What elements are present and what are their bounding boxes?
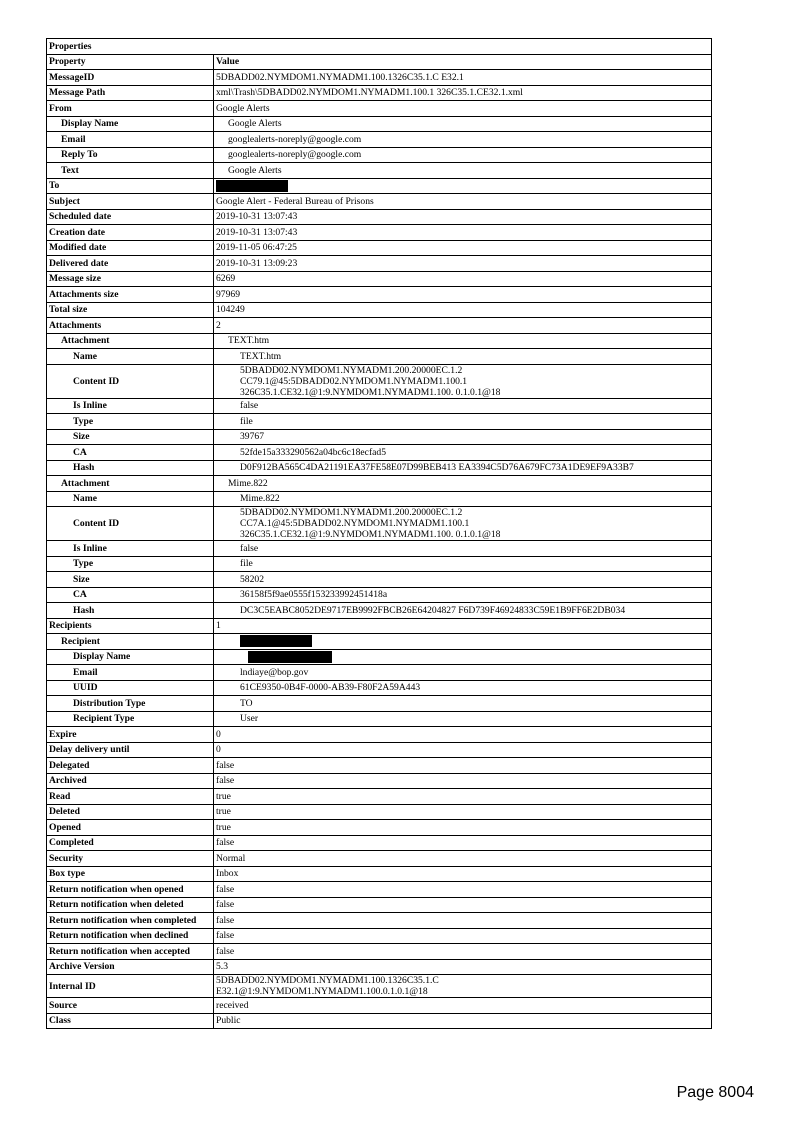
value-line: googlealerts-noreply@google.com (228, 149, 362, 161)
property-name: Content ID (47, 507, 214, 541)
value-line: Inbox (216, 868, 239, 880)
table-row (47, 333, 712, 349)
table-row (47, 1013, 712, 1029)
value-line: 326C35.1.CE32.1@1:9.NYMDOM1.NYMADM1.100. 0.1.0.1@18 (240, 529, 501, 540)
table-row (47, 680, 712, 696)
table-row (47, 773, 712, 789)
value-line: Normal (216, 852, 246, 864)
property-name: Is Inline (47, 398, 214, 414)
table-row (47, 603, 712, 619)
property-value (214, 804, 712, 820)
table-row (47, 587, 712, 603)
property-value (214, 882, 712, 898)
value-line: TO (240, 697, 253, 709)
table-row (47, 209, 712, 225)
property-value (214, 665, 712, 681)
property-value (214, 618, 712, 634)
property-name: MessageID (47, 70, 214, 86)
value-line: 5.3 (216, 961, 228, 973)
property-name: Recipient (47, 634, 214, 650)
property-value (214, 349, 712, 365)
property-name: Return notification when opened (47, 882, 214, 898)
value-line: 36158f5f9ae0555f153233992451418a (240, 589, 388, 601)
table-row (47, 928, 712, 944)
property-name: Message Path (47, 85, 214, 101)
property-name: Type (47, 414, 214, 430)
property-value (214, 476, 712, 492)
properties-table (46, 38, 712, 1029)
property-name: Security (47, 851, 214, 867)
property-name: Attachment (47, 476, 214, 492)
value-line: 6269 (216, 273, 236, 285)
property-value (214, 727, 712, 743)
value-line: false (240, 542, 259, 554)
property-name: Distribution Type (47, 696, 214, 712)
value-line: 2019-10-31 13:09:23 (216, 257, 298, 269)
property-value (214, 758, 712, 774)
table-title: Properties (47, 39, 712, 55)
property-value (214, 897, 712, 913)
value-line: Public (216, 1015, 241, 1027)
value-line: 52fde15a333290562a04bc6c18ecfad5 (240, 446, 386, 458)
property-name: Modified date (47, 240, 214, 256)
property-name: Creation date (47, 225, 214, 241)
value-line: googlealerts-noreply@google.com (228, 133, 362, 145)
property-name: Email (47, 132, 214, 148)
property-name: Archive Version (47, 959, 214, 975)
property-value (214, 696, 712, 712)
table-row (47, 556, 712, 572)
table-row (47, 913, 712, 929)
value-line: 0 (216, 744, 221, 756)
table-row (47, 541, 712, 557)
table-row (47, 287, 712, 303)
property-name: Email (47, 665, 214, 681)
table-row (47, 742, 712, 758)
value-line: 58202 (240, 573, 264, 585)
property-value (214, 866, 712, 882)
value-line: true (216, 806, 231, 818)
table-row (47, 70, 712, 86)
property-name: Attachments (47, 318, 214, 334)
property-value (214, 820, 712, 836)
value-line: Google Alerts (228, 118, 282, 130)
value-line: 2019-10-31 13:07:43 (216, 211, 298, 223)
table-row (47, 998, 712, 1014)
property-value (214, 680, 712, 696)
property-name: Content ID (47, 364, 214, 398)
table-row (47, 240, 712, 256)
value-line: true (216, 790, 231, 802)
value-line: 0 (216, 728, 221, 740)
value-line: D0F912BA565C4DA21191EA37FE58E07D99BEB413 EA3394C5D76A679FC73A1DE9EF9A33B7 (240, 462, 634, 474)
value-line: file (240, 558, 253, 570)
property-name: Is Inline (47, 541, 214, 557)
property-value (214, 225, 712, 241)
table-row (47, 85, 712, 101)
property-name: Completed (47, 835, 214, 851)
property-name: Delay delivery until (47, 742, 214, 758)
redaction-box (248, 651, 332, 663)
value-line: 104249 (216, 304, 245, 316)
table-row (47, 711, 712, 727)
value-line: false (216, 914, 235, 926)
redaction-box (216, 180, 288, 192)
table-row (47, 618, 712, 634)
table-row (47, 318, 712, 334)
property-value (214, 913, 712, 929)
property-value (214, 1013, 712, 1029)
property-value (214, 271, 712, 287)
property-value (214, 603, 712, 619)
value-line: false (216, 837, 235, 849)
property-value (214, 587, 712, 603)
table-row (47, 634, 712, 650)
property-name: Reply To (47, 147, 214, 163)
property-value (214, 240, 712, 256)
value-line: TEXT.htm (228, 335, 270, 347)
property-value (214, 147, 712, 163)
value-line: 5DBADD02.NYMDOM1.NYMADM1.200.20000EC.1.2 (240, 364, 463, 376)
value-line: file (240, 415, 253, 427)
property-value (214, 789, 712, 805)
table-row (47, 882, 712, 898)
value-line: received (216, 999, 249, 1011)
value-line: 2 (216, 319, 221, 331)
property-name: Delivered date (47, 256, 214, 272)
property-name: Return notification when deleted (47, 897, 214, 913)
value-line: Mime.822 (228, 477, 268, 489)
redacted-value (214, 178, 712, 194)
value-line: Mime.822 (240, 493, 280, 505)
table-row (47, 572, 712, 588)
property-value (214, 414, 712, 430)
property-name: Recipients (47, 618, 214, 634)
table-row (47, 460, 712, 476)
value-line: true (216, 821, 231, 833)
property-name: CA (47, 445, 214, 461)
value-line: DC3C5EABC8052DE9717EB9992FBCB26E64204827 F6D739F46924833C59E1B9FF6E2DB034 (240, 604, 626, 616)
table-row (47, 866, 712, 882)
property-name: Read (47, 789, 214, 805)
value-line: lndiaye@bop.gov (240, 666, 309, 678)
property-value (214, 302, 712, 318)
value-line: 61CE9350-0B4F-0000-AB39-F80F2A59A443 (240, 682, 421, 694)
property-value (214, 928, 712, 944)
property-value (214, 318, 712, 334)
value-line: Google Alerts (216, 102, 270, 114)
table-row (47, 101, 712, 117)
property-name: Attachment (47, 333, 214, 349)
value-line: 5DBADD02.NYMDOM1.NYMADM1.100.1326C35.1.C (216, 975, 439, 986)
value-line: User (240, 713, 259, 725)
table-row (47, 194, 712, 210)
value-line: 2019-10-31 13:07:43 (216, 226, 298, 238)
table-row (47, 758, 712, 774)
column-header-property: Property (47, 54, 214, 70)
property-value (214, 959, 712, 975)
property-value (214, 711, 712, 727)
table-row (47, 349, 712, 365)
value-line: false (216, 899, 235, 911)
value-line: CC79.1@45:5DBADD02.NYMDOM1.NYMADM1.100.1 (240, 375, 468, 387)
property-name: Scheduled date (47, 209, 214, 225)
property-name: Delegated (47, 758, 214, 774)
property-name: To (47, 178, 214, 194)
value-line: Google Alerts (228, 164, 282, 176)
redaction-box (240, 635, 312, 647)
property-value (214, 556, 712, 572)
property-value (214, 132, 712, 148)
table-row (47, 649, 712, 665)
properties-table-body (47, 39, 712, 1029)
property-value (214, 998, 712, 1014)
property-name: Return notification when declined (47, 928, 214, 944)
table-row (47, 665, 712, 681)
property-name: Size (47, 572, 214, 588)
property-name: Class (47, 1013, 214, 1029)
property-value (214, 491, 712, 507)
table-row (47, 476, 712, 492)
table-row (47, 975, 712, 998)
property-value (214, 429, 712, 445)
property-value (214, 541, 712, 557)
property-value (214, 507, 712, 541)
table-row (47, 256, 712, 272)
property-value (214, 944, 712, 960)
table-row (47, 445, 712, 461)
property-value (214, 398, 712, 414)
property-name: Return notification when completed (47, 913, 214, 929)
property-name: Box type (47, 866, 214, 882)
property-value (214, 209, 712, 225)
table-row (47, 835, 712, 851)
property-name: UUID (47, 680, 214, 696)
property-name: Opened (47, 820, 214, 836)
redacted-value (214, 649, 712, 665)
table-row (47, 429, 712, 445)
value-line: 39767 (240, 431, 264, 443)
page-number: Page 8004 (676, 1084, 754, 1101)
table-row (47, 398, 712, 414)
table-row (47, 897, 712, 913)
table-row (47, 959, 712, 975)
table-row (47, 789, 712, 805)
table-row (47, 851, 712, 867)
table-row (47, 225, 712, 241)
property-value (214, 101, 712, 117)
table-row (47, 116, 712, 132)
table-title-row (47, 39, 712, 55)
property-name: Attachments size (47, 287, 214, 303)
table-row (47, 944, 712, 960)
table-row (47, 727, 712, 743)
value-line: 5DBADD02.NYMDOM1.NYMADM1.200.20000EC.1.2 (240, 507, 463, 518)
property-name: From (47, 101, 214, 117)
property-value (214, 85, 712, 101)
property-value (214, 445, 712, 461)
property-value (214, 460, 712, 476)
table-row (47, 163, 712, 179)
property-name: Expire (47, 727, 214, 743)
property-name: Hash (47, 460, 214, 476)
value-line: Google Alert - Federal Bureau of Prisons (216, 195, 374, 207)
property-name: Source (47, 998, 214, 1014)
table-row (47, 507, 712, 541)
property-name: Subject (47, 194, 214, 210)
property-value (214, 333, 712, 349)
value-line: CC7A.1@45:5DBADD02.NYMDOM1.NYMADM1.100.1 (240, 518, 470, 529)
value-line: E32.1@1:9.NYMDOM1.NYMADM1.100.0.1.0.1@18 (216, 986, 428, 997)
table-row (47, 147, 712, 163)
property-value (214, 163, 712, 179)
property-name: Recipient Type (47, 711, 214, 727)
property-name: Name (47, 491, 214, 507)
property-name: Display Name (47, 649, 214, 665)
value-line: 326C35.1.CE32.1@1:9.NYMDOM1.NYMADM1.100. 0.1.0.1@18 (240, 386, 501, 398)
table-row (47, 804, 712, 820)
property-value (214, 975, 712, 998)
table-row (47, 414, 712, 430)
properties-sheet (46, 38, 711, 1029)
value-line: false (216, 945, 235, 957)
property-name: Total size (47, 302, 214, 318)
property-name: Text (47, 163, 214, 179)
table-row (47, 696, 712, 712)
property-value (214, 851, 712, 867)
property-name: Display Name (47, 116, 214, 132)
property-name: Name (47, 349, 214, 365)
property-name: CA (47, 587, 214, 603)
value-line: 1 (216, 620, 221, 632)
property-value (214, 364, 712, 398)
property-value (214, 742, 712, 758)
value-line: 2019-11-05 06:47:25 (216, 242, 297, 254)
property-value (214, 773, 712, 789)
table-header-row (47, 54, 712, 70)
property-value (214, 70, 712, 86)
value-line: TEXT.htm (240, 350, 282, 362)
table-row (47, 491, 712, 507)
property-value (214, 572, 712, 588)
property-name: Hash (47, 603, 214, 619)
value-line: false (216, 759, 235, 771)
property-name: Return notification when accepted (47, 944, 214, 960)
value-line: false (216, 883, 235, 895)
property-name: Archived (47, 773, 214, 789)
value-line: false (216, 930, 235, 942)
property-name: Message size (47, 271, 214, 287)
property-value (214, 287, 712, 303)
property-name: Deleted (47, 804, 214, 820)
property-value (214, 256, 712, 272)
redacted-value (214, 634, 712, 650)
value-line: 5DBADD02.NYMDOM1.NYMADM1.100.1326C35.1.C E32.1 (216, 71, 464, 83)
column-header-value: Value (214, 54, 712, 70)
property-value (214, 116, 712, 132)
table-row (47, 302, 712, 318)
value-line: false (216, 775, 235, 787)
property-value (214, 194, 712, 210)
value-line: 97969 (216, 288, 240, 300)
table-row (47, 820, 712, 836)
table-row (47, 364, 712, 398)
table-row (47, 132, 712, 148)
property-name: Internal ID (47, 975, 214, 998)
value-line: xml\Trash\5DBADD02.NYMDOM1.NYMADM1.100.1 326C35.1.CE32.1.xml (216, 87, 523, 99)
table-row (47, 271, 712, 287)
value-line: false (240, 400, 259, 412)
table-row (47, 178, 712, 194)
property-name: Size (47, 429, 214, 445)
property-name: Type (47, 556, 214, 572)
property-value (214, 835, 712, 851)
